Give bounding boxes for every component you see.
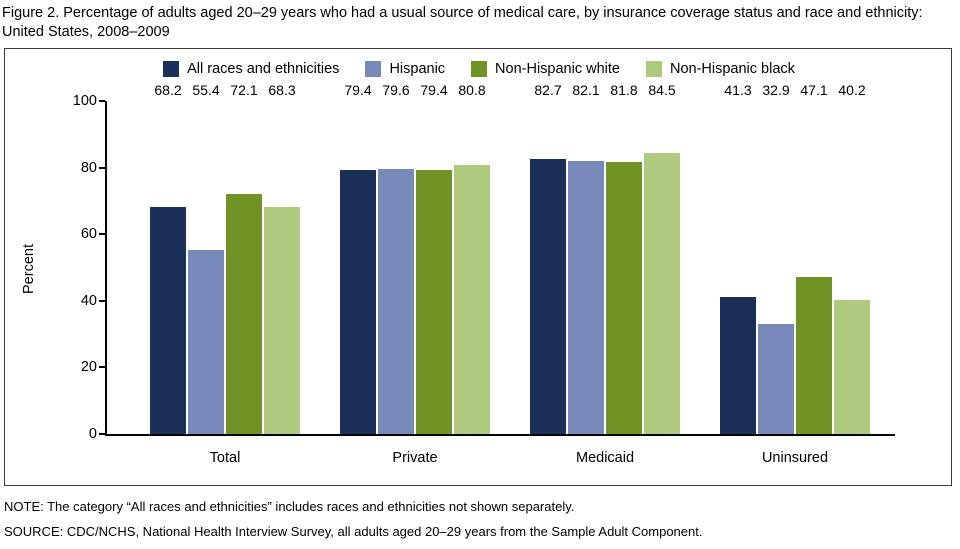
legend-swatch-icon xyxy=(365,61,381,77)
bar xyxy=(644,153,680,434)
legend-label: All races and ethnicities xyxy=(187,61,340,77)
bar-item xyxy=(226,82,262,434)
bar-item xyxy=(188,82,224,434)
bar xyxy=(568,161,604,434)
bar xyxy=(454,165,490,434)
figure-title: Figure 2. Percentage of adults aged 20–29 years who had a usual source of medical care, by insurance coverage status and race and ethnicity: United States, 2008–2009 xyxy=(2,5,923,40)
bar xyxy=(606,162,642,434)
bar xyxy=(834,300,870,434)
bar-item xyxy=(834,82,870,434)
bar-item xyxy=(796,82,832,434)
bar-group-total xyxy=(135,82,315,466)
bar-group-private xyxy=(325,82,505,466)
bar xyxy=(150,207,186,434)
bar xyxy=(720,297,756,435)
bar-value-label: 80.8 xyxy=(458,82,486,98)
legend-swatch-icon xyxy=(163,61,179,77)
bar-value-label: 41.3 xyxy=(724,82,752,98)
x-axis-line xyxy=(105,434,895,436)
bar xyxy=(416,170,452,434)
legend-label: Hispanic xyxy=(389,61,446,77)
y-tick-mark xyxy=(99,167,105,169)
y-tick-label: 20 xyxy=(80,359,97,376)
bar-value-label: 32.9 xyxy=(762,82,790,98)
bar-value-label: 82.1 xyxy=(572,82,600,98)
bar xyxy=(188,250,224,435)
bar-item xyxy=(378,82,414,434)
y-tick-mark xyxy=(99,300,105,302)
plot-area xyxy=(21,82,895,466)
bar-value-label: 47.1 xyxy=(800,82,828,98)
bar-value-label: 55.4 xyxy=(192,82,220,98)
bar xyxy=(796,277,832,434)
y-tick-label: 60 xyxy=(80,226,97,243)
chart-frame xyxy=(4,48,952,486)
bar xyxy=(340,170,376,434)
bar-value-label: 68.2 xyxy=(154,82,182,98)
bar-group-bars xyxy=(325,82,505,434)
bar-item xyxy=(644,82,680,434)
bar-value-label: 84.5 xyxy=(648,82,676,98)
bar-item xyxy=(758,82,794,434)
bar-value-label: 79.4 xyxy=(420,82,448,98)
bar-group-bars xyxy=(135,82,315,434)
legend-label: Non-Hispanic white xyxy=(495,61,620,77)
legend-item xyxy=(471,61,620,77)
bar-value-label: 82.7 xyxy=(534,82,562,98)
x-tick-label: Medicaid xyxy=(575,450,635,466)
bar-value-label: 81.8 xyxy=(610,82,638,98)
bar xyxy=(758,324,794,434)
y-axis-label: Percent xyxy=(21,243,37,294)
bar-group-uninsured xyxy=(705,82,885,466)
bar-item xyxy=(150,82,186,434)
bar-value-label: 40.2 xyxy=(838,82,866,98)
y-tick-mark xyxy=(99,366,105,368)
legend-swatch-icon xyxy=(646,61,662,77)
legend-item xyxy=(163,61,339,77)
bar-item xyxy=(720,82,756,434)
y-tick-label: 0 xyxy=(88,426,97,442)
bar-group-bars xyxy=(515,82,695,434)
y-tick-mark xyxy=(99,233,105,235)
bar-value-label: 79.6 xyxy=(382,82,410,98)
figure-note: NOTE: The category “All races and ethnicities” includes races and ethnicities not shown separately. xyxy=(4,499,575,514)
y-tick-mark xyxy=(99,433,105,435)
bar xyxy=(530,159,566,434)
y-axis-line xyxy=(105,101,107,436)
bar-item xyxy=(568,82,604,434)
x-tick-label: Total xyxy=(209,450,241,466)
y-tick-label: 100 xyxy=(72,93,97,109)
bar-item xyxy=(416,82,452,434)
bar-value-label: 72.1 xyxy=(230,82,258,98)
x-tick-label: Uninsured xyxy=(761,450,829,466)
y-tick-mark xyxy=(99,100,105,102)
y-tick-label: 40 xyxy=(80,292,97,309)
bar-item xyxy=(454,82,490,434)
bar-item xyxy=(340,82,376,434)
legend-item xyxy=(646,61,795,77)
figure-source: SOURCE: CDC/NCHS, National Health Interview Survey, all adults aged 20–29 years from the Sample Adult Component. xyxy=(4,524,703,539)
x-tick-label: Private xyxy=(392,450,438,466)
y-tick-label: 80 xyxy=(80,159,97,176)
bar xyxy=(226,194,262,434)
bar xyxy=(264,207,300,434)
bar-value-label: 68.3 xyxy=(268,82,296,98)
bar-group-medicaid xyxy=(515,82,695,466)
legend-item xyxy=(365,61,445,77)
bar-item xyxy=(264,82,300,434)
legend-label: Non-Hispanic black xyxy=(669,61,795,77)
bar-value-label: 79.4 xyxy=(344,82,372,98)
legend-swatch-icon xyxy=(471,61,487,77)
chart-legend xyxy=(5,61,953,77)
bar-group-bars xyxy=(705,82,885,434)
bar-item xyxy=(530,82,566,434)
bar xyxy=(378,169,414,434)
bar-item xyxy=(606,82,642,434)
